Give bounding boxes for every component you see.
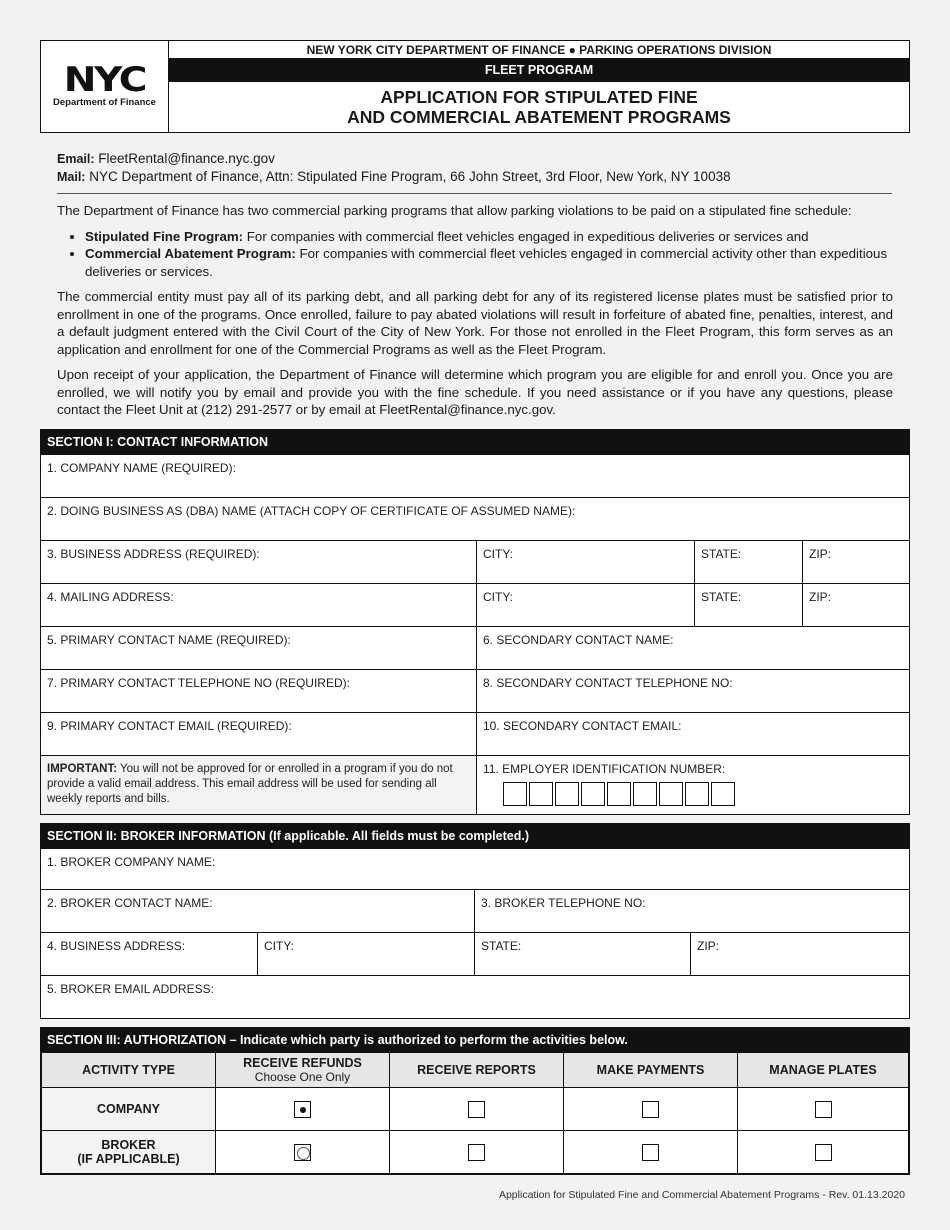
- nyc-dof-logo: [41, 41, 169, 132]
- section-1-title: SECTION I: CONTACT INFORMATION: [41, 430, 909, 454]
- contact-email[interactable]: FleetRental@finance.nyc.gov: [98, 151, 275, 166]
- broker-reports-checkbox[interactable]: [468, 1144, 485, 1161]
- col-activity-type: ACTIVITY TYPE: [42, 1053, 216, 1088]
- business-address-field[interactable]: 3. BUSINESS ADDRESS (REQUIRED):: [47, 547, 260, 561]
- program-2-text: For companies with commercial fleet vehicles engaged in commercial activity other than expeditious deliveries or services.: [85, 246, 888, 279]
- broker-city-field[interactable]: CITY:: [257, 933, 474, 975]
- form-header: [40, 40, 910, 133]
- important-label: IMPORTANT:: [47, 763, 118, 775]
- ein-digit-box[interactable]: [685, 782, 709, 806]
- email-label: Email:: [57, 152, 95, 166]
- broker-label-line2: (IF APPLICABLE): [77, 1152, 180, 1166]
- form-title: [169, 82, 909, 132]
- intro-text: [57, 202, 893, 427]
- ein-digit-box[interactable]: [555, 782, 579, 806]
- footer-revision: Application for Stipulated Fine and Commercial Abatement Programs - Rev. 01.13.2020: [498, 1189, 905, 1201]
- secondary-contact-name-field[interactable]: 6. SECONDARY CONTACT NAME:: [476, 627, 909, 669]
- broker-plates-checkbox[interactable]: [815, 1144, 832, 1161]
- logo-dept-text: Department of Finance: [53, 97, 156, 108]
- business-city-field[interactable]: CITY:: [476, 541, 694, 583]
- list-item: [85, 228, 893, 246]
- primary-contact-name-field[interactable]: 5. PRIMARY CONTACT NAME (REQUIRED):: [47, 633, 291, 647]
- primary-email-field[interactable]: 9. PRIMARY CONTACT EMAIL (REQUIRED):: [47, 719, 292, 733]
- secondary-email-field[interactable]: 10. SECONDARY CONTACT EMAIL:: [476, 713, 909, 755]
- business-state-field[interactable]: STATE:: [694, 541, 802, 583]
- ein-digit-box[interactable]: [503, 782, 527, 806]
- section-broker-information: [40, 823, 910, 1019]
- logo-nyc-text: NYC: [63, 60, 146, 100]
- row-broker-label: [42, 1131, 216, 1174]
- mailing-address-field[interactable]: 4. MAILING ADDRESS:: [47, 590, 174, 604]
- company-payments-checkbox[interactable]: [642, 1101, 659, 1118]
- row-company-label: COMPANY: [42, 1088, 216, 1131]
- col-manage-plates: MANAGE PLATES: [738, 1053, 909, 1088]
- secondary-phone-field[interactable]: 8. SECONDARY CONTACT TELEPHONE NO:: [476, 670, 909, 712]
- section-3-title: SECTION III: AUTHORIZATION – Indicate which party is authorized to perform the activities below.: [41, 1028, 909, 1052]
- divider: [57, 193, 892, 194]
- broker-state-field[interactable]: STATE:: [474, 933, 690, 975]
- broker-phone-field[interactable]: 3. BROKER TELEPHONE NO:: [474, 890, 909, 932]
- contact-info: [57, 150, 731, 186]
- important-text: You will not be approved for or enrolled in a program if you do not provide a valid email address. This email address will be used for sending all weekly reports and bills.: [47, 763, 453, 805]
- broker-company-field[interactable]: 1. BROKER COMPANY NAME:: [47, 855, 216, 869]
- program-banner: FLEET PROGRAM: [169, 59, 909, 82]
- broker-address-field[interactable]: 4. BUSINESS ADDRESS:: [47, 939, 186, 953]
- title-line-1: APPLICATION FOR STIPULATED FINE: [380, 87, 698, 107]
- dba-name-field[interactable]: 2. DOING BUSINESS AS (DBA) NAME (ATTACH COPY OF CERTIFICATE OF ASSUMED NAME):: [47, 504, 576, 518]
- contact-mail: NYC Department of Finance, Attn: Stipulated Fine Program, 66 John Street, 3rd Floor, New York, NY 10038: [89, 169, 731, 184]
- authorization-table: [41, 1052, 909, 1174]
- section-2-title: SECTION II: BROKER INFORMATION (If applicable. All fields must be completed.): [41, 824, 909, 848]
- primary-phone-field[interactable]: 7. PRIMARY CONTACT TELEPHONE NO (REQUIRED):: [47, 676, 350, 690]
- company-refunds-radio[interactable]: [294, 1101, 311, 1118]
- ein-field: [476, 756, 909, 814]
- receive-refunds-label: RECEIVE REFUNDS: [243, 1056, 362, 1070]
- col-receive-refunds: [216, 1053, 390, 1088]
- intro-p1: The Department of Finance has two commercial parking programs that allow parking violations to be paid on a stipulated fine schedule:: [57, 203, 852, 218]
- intro-p2: The commercial entity must pay all of its parking debt, and all parking debt for any of its registered license plates must be satisfied prior to enrollment in one of the programs. Once enrolled, failure to pay abated violations will result in forfeiture of abated fine, penalties, interest, and a default judgment entered with the Civil Court of the City of New York. For those not enrolled in the Fleet Program, this form serves as an application and enrollment for one of the Commercial Programs as well as the Fleet Program.: [57, 289, 893, 357]
- col-make-payments: MAKE PAYMENTS: [564, 1053, 738, 1088]
- company-name-field[interactable]: 1. COMPANY NAME (REQUIRED):: [47, 461, 236, 475]
- business-zip-field[interactable]: ZIP:: [802, 541, 909, 583]
- program-list: [85, 228, 893, 281]
- receive-refunds-sub: Choose One Only: [254, 1070, 351, 1084]
- ein-digit-box[interactable]: [529, 782, 553, 806]
- intro-p3-end: .: [552, 402, 556, 417]
- ein-digit-box[interactable]: [607, 782, 631, 806]
- ein-digit-box[interactable]: [581, 782, 605, 806]
- title-line-2: AND COMMERCIAL ABATEMENT PROGRAMS: [347, 107, 731, 127]
- broker-label-line1: BROKER: [101, 1138, 156, 1152]
- company-plates-checkbox[interactable]: [815, 1101, 832, 1118]
- program-2-title: Commercial Abatement Program:: [85, 246, 296, 261]
- col-receive-reports: RECEIVE REPORTS: [390, 1053, 564, 1088]
- broker-email-field[interactable]: 5. BROKER EMAIL ADDRESS:: [47, 982, 214, 996]
- intro-p3: [57, 366, 893, 419]
- ein-digit-box[interactable]: [711, 782, 735, 806]
- broker-zip-field[interactable]: ZIP:: [690, 933, 909, 975]
- agency-line: NEW YORK CITY DEPARTMENT OF FINANCE ● PARKING OPERATIONS DIVISION: [169, 41, 909, 59]
- ein-label: 11. EMPLOYER IDENTIFICATION NUMBER:: [483, 762, 726, 776]
- mailing-zip-field[interactable]: ZIP:: [802, 584, 909, 626]
- mail-label: Mail:: [57, 170, 86, 184]
- mailing-city-field[interactable]: CITY:: [476, 584, 694, 626]
- broker-payments-checkbox[interactable]: [642, 1144, 659, 1161]
- program-1-text: For companies with commercial fleet vehicles engaged in expeditious deliveries or services and: [243, 228, 809, 244]
- ein-digit-box[interactable]: [659, 782, 683, 806]
- mailing-state-field[interactable]: STATE:: [694, 584, 802, 626]
- company-reports-checkbox[interactable]: [468, 1101, 485, 1118]
- important-note: [41, 756, 476, 814]
- section-authorization: [40, 1027, 910, 1175]
- ein-boxes: [503, 782, 903, 806]
- broker-contact-field[interactable]: 2. BROKER CONTACT NAME:: [47, 896, 213, 910]
- broker-refunds-radio[interactable]: [294, 1144, 311, 1161]
- intro-p3-text: Upon receipt of your application, the Department of Finance will determine which program you are eligible for and enroll you. Once you are enrolled, we will notify you by email and provide you with the fine schedule. If you need assistance or if you have any questions, please contact the Fleet Unit at (212) 291-2577 or by email at: [57, 367, 893, 417]
- ein-digit-box[interactable]: [633, 782, 657, 806]
- list-item: [85, 245, 893, 280]
- program-1-title: Stipulated Fine Program:: [85, 228, 244, 244]
- intro-p3-email[interactable]: FleetRental@finance.nyc.gov: [379, 402, 553, 417]
- section-contact-information: [40, 429, 910, 815]
